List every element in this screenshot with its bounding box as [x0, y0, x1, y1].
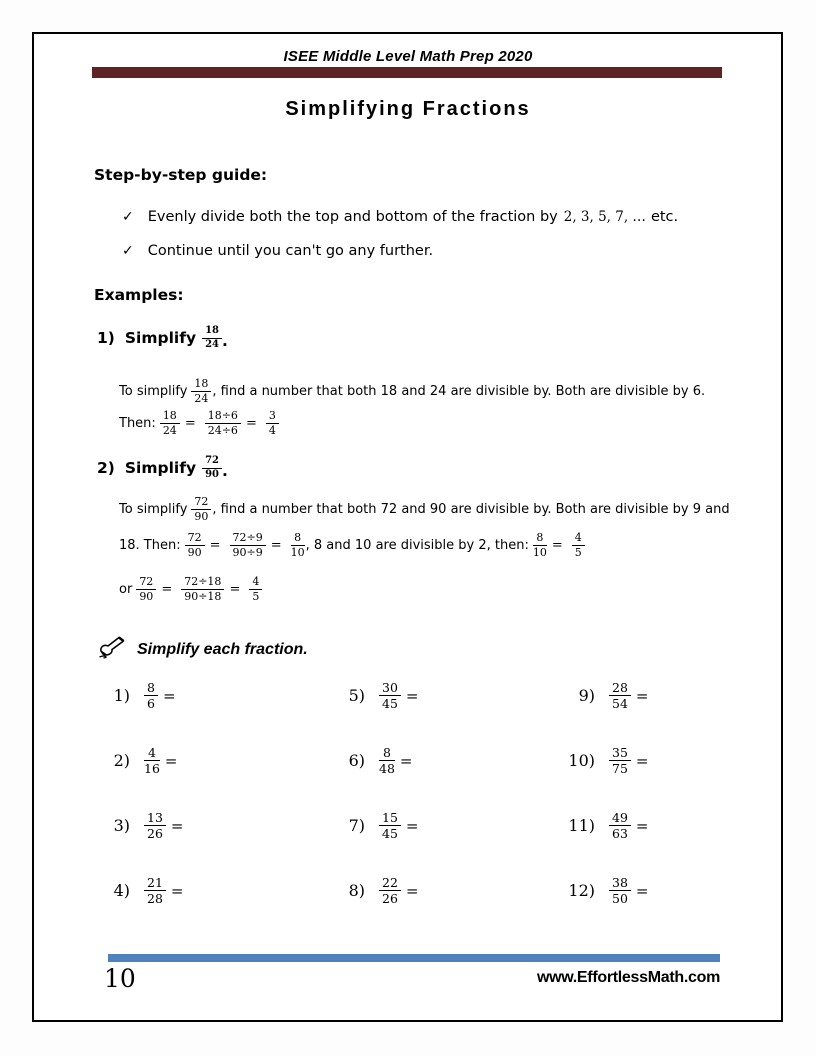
problem-item	[565, 793, 725, 858]
equals-sign: =	[405, 816, 419, 835]
problem-item	[335, 728, 565, 793]
problem-item	[100, 663, 335, 728]
example-1-line-2: Then: $\frac{18}{24}$ = $\frac{18\div 6}{24\div 6}$ = $\frac{3}{4}$	[119, 408, 764, 438]
fraction: $\frac{22}{26}$	[379, 876, 401, 905]
equals-sign: =	[405, 686, 419, 705]
fraction: $\frac{72}{90}$	[191, 496, 211, 522]
problem-label: 5)	[348, 686, 365, 705]
fraction: $\frac{8}{10}$	[290, 530, 305, 559]
fraction: $\frac{18}{24}$	[160, 410, 180, 436]
problem-label: 2)	[113, 751, 130, 770]
bullet-suffix: etc.	[650, 209, 679, 225]
example-2-heading	[97, 456, 228, 480]
page-number: 10	[104, 964, 136, 993]
problem-item	[100, 728, 335, 793]
problem-item	[100, 858, 335, 923]
guide-heading: Step-by-step guide:	[94, 166, 268, 184]
equals-sign: =	[270, 537, 282, 553]
bullet-text: Evenly divide both the top and bottom of the fraction by	[147, 209, 558, 225]
fraction: $\frac{8}{6}$	[144, 681, 158, 710]
equals-sign: =	[551, 537, 563, 553]
pen-icon	[98, 636, 125, 664]
guide-bullet-1	[122, 209, 678, 225]
fraction: $\frac{49}{63}$	[609, 811, 631, 840]
period: .	[222, 462, 228, 480]
example-1-line-1: To simplify $\frac{18}{24}$ , find a number that both 18 and 24 are divisible by. Both are divisible by 6.	[119, 376, 706, 405]
problem-label: 8)	[348, 881, 365, 900]
examples-heading: Examples:	[94, 286, 184, 304]
fraction: $\frac{30}{45}$	[379, 681, 401, 710]
exercise-title: Simplify each fraction.	[137, 641, 308, 658]
example-1-body	[119, 376, 764, 438]
example-1-heading	[97, 326, 228, 350]
fraction: $\frac{8}{10}$	[532, 530, 547, 559]
example-number: 1)	[97, 329, 115, 347]
fraction: $\frac{4}{5}$	[572, 532, 585, 558]
example-number: 2)	[97, 459, 115, 477]
fraction: $\frac{72\div 18}{90\div 18}$	[181, 576, 224, 602]
book-title: ISEE Middle Level Math Prep 2020	[283, 48, 533, 65]
equals-sign: =	[162, 686, 176, 705]
fraction: $\frac{4}{16}$	[144, 744, 160, 776]
example-2-line-3: or $\frac{72}{90}$ = $\frac{72\div 18}{90\div 18}$ = $\frac{4}{5}$	[119, 574, 764, 604]
fraction: $\frac{18}{24}$	[202, 326, 222, 350]
header-rule	[92, 67, 722, 78]
fraction: $\frac{18\div 6}{24\div 6}$	[205, 410, 241, 436]
equals-sign: =	[405, 881, 419, 900]
problem-item	[335, 858, 565, 923]
fraction: $\frac{35}{75}$	[609, 746, 631, 775]
fraction: $\frac{72}{90}$	[185, 532, 205, 558]
problem-label: 11)	[568, 816, 595, 835]
equals-sign: =	[635, 816, 649, 835]
problem-item	[565, 663, 725, 728]
example-2-body	[119, 494, 764, 604]
problem-label: 3)	[113, 816, 130, 835]
equals-sign: =	[245, 415, 257, 431]
problem-label: 4)	[113, 881, 130, 900]
equals-sign: =	[635, 751, 649, 770]
problem-item	[565, 728, 725, 793]
equals-sign: =	[229, 581, 241, 597]
problem-label: 6)	[348, 751, 365, 770]
bullet-text: Continue until you can't go any further.	[147, 243, 434, 259]
problem-label: 10)	[568, 751, 595, 770]
fraction: $\frac{15}{45}$	[379, 811, 401, 840]
fraction: $\frac{13}{26}$	[144, 811, 166, 840]
problems-grid	[100, 663, 725, 923]
equals-sign: =	[170, 816, 184, 835]
equals-sign: =	[635, 686, 649, 705]
checkmark-icon: ✓	[122, 243, 134, 259]
fraction: $\frac{38}{50}$	[609, 876, 631, 905]
footer-rule	[108, 954, 720, 962]
problem-item	[335, 663, 565, 728]
problem-label: 7)	[348, 816, 365, 835]
problem-label: 1)	[113, 686, 130, 705]
fraction: $\frac{18}{24}$	[191, 378, 211, 404]
bullet-math: 2, 3, 5, 7, …	[563, 209, 646, 225]
problem-label: 9)	[578, 686, 595, 705]
example-prompt: Simplify	[124, 459, 197, 477]
fraction: $\frac{21}{28}$	[144, 876, 166, 905]
equals-sign: =	[184, 415, 196, 431]
equals-sign: =	[161, 581, 173, 597]
equals-sign: =	[164, 751, 178, 770]
problem-item	[100, 793, 335, 858]
guide-bullet-2	[122, 243, 433, 259]
equals-sign: =	[170, 881, 184, 900]
exercise-heading	[98, 636, 308, 664]
problem-item	[565, 858, 725, 923]
period: .	[222, 332, 228, 350]
page-title: Simplifying Fractions	[285, 98, 531, 120]
website-link[interactable]: www.EffortlessMath.com	[536, 969, 720, 986]
example-prompt: Simplify	[124, 329, 197, 347]
problem-item	[335, 793, 565, 858]
problem-label: 12)	[568, 881, 595, 900]
fraction: $\frac{4}{5}$	[249, 576, 262, 602]
example-2-line-2: 18. Then: $\frac{72}{90}$ = $\frac{72\div 9}{90\div 9}$ = $\frac{8}{10}$ , 8 and 10 are divisible by 2, then: $\frac{8}{10}$ = $\frac{4}{5}$	[119, 530, 764, 560]
example-2-line-1: To simplify $\frac{72}{90}$ , find a number that both 72 and 90 are divisible by. Both are divisible by 9 and	[119, 494, 730, 523]
fraction: $\frac{72}{90}$	[202, 456, 222, 480]
equals-sign: =	[399, 751, 413, 770]
fraction: $\frac{8}{48}$	[379, 744, 395, 776]
checkmark-icon: ✓	[122, 209, 134, 225]
fraction: $\frac{72}{90}$	[136, 576, 156, 602]
fraction: $\frac{3}{4}$	[266, 410, 279, 436]
equals-sign: =	[209, 537, 221, 553]
equals-sign: =	[635, 881, 649, 900]
fraction: $\frac{72\div 9}{90\div 9}$	[230, 532, 266, 558]
fraction: $\frac{28}{54}$	[609, 681, 631, 710]
